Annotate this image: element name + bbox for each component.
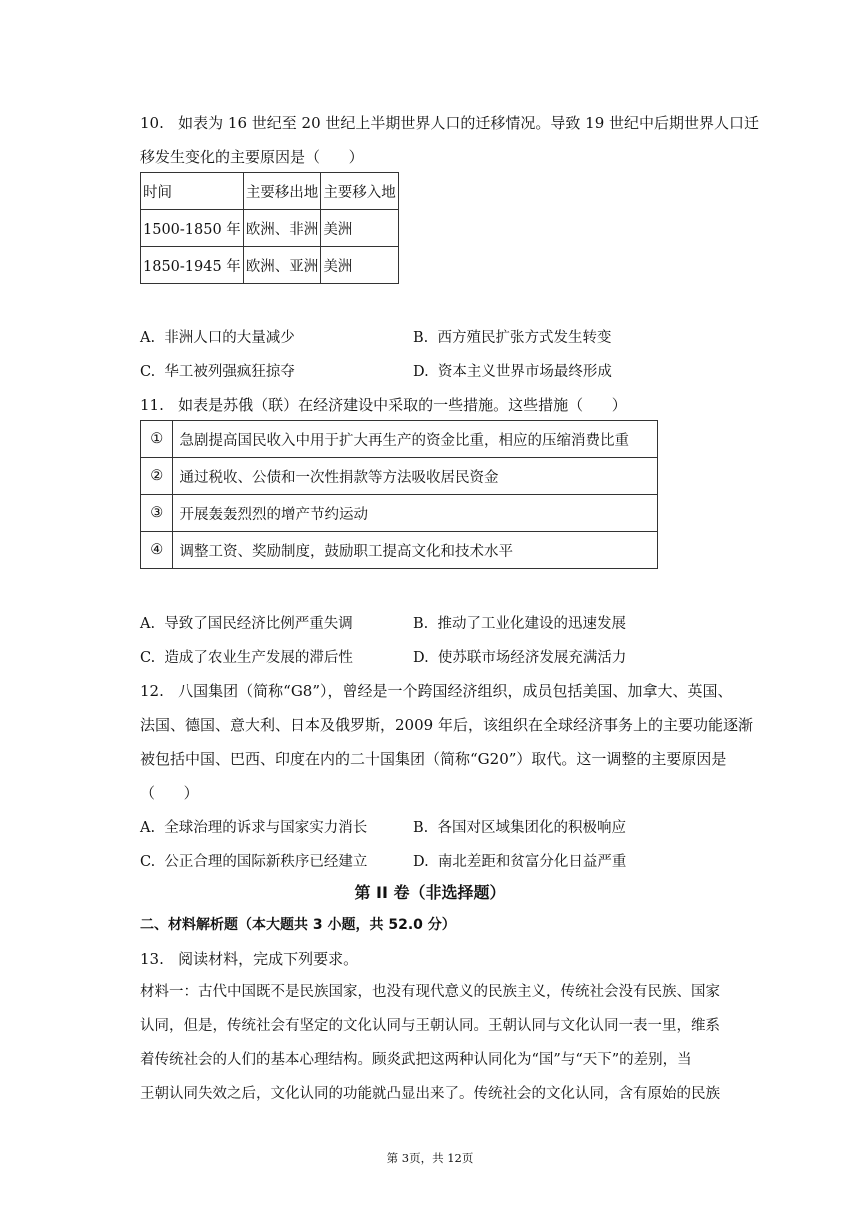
table-cell: 欧洲、亚洲 — [243, 247, 321, 284]
q10-stem-line1: 10. 如表为 16 世纪至 20 世纪上半期世界人口的迁移情况。导致 19 世纪中后期世界人口迁 — [140, 114, 760, 132]
table-cell: 1500-1850 年 — [141, 210, 244, 247]
table-cell: 通过税收、公债和一次性捐款等方法吸收居民资金 — [173, 458, 658, 495]
q13-stem-line1: 13. 阅读材料，完成下列要求。 — [140, 950, 359, 968]
q11-table — [140, 420, 658, 569]
table-row — [141, 210, 399, 247]
q10-table — [140, 172, 399, 284]
q12-stem-line2: 法国、德国、意大利、日本及俄罗斯，2009 年后，该组织在全球经济事务上的主要功能逐渐 — [140, 716, 753, 734]
table-cell: 1850-1945 年 — [141, 247, 244, 284]
q10-option-a[interactable]: A. 非洲人口的大量减少 — [140, 330, 295, 346]
q13-material-line3: 着传统社会的人们的基本心理结构。顾炎武把这两种认同化为“国”与“天下”的差别，当 — [140, 1052, 692, 1068]
table-row — [141, 532, 658, 569]
table-row — [141, 421, 658, 458]
q11-option-c[interactable]: C. 造成了农业生产发展的滞后性 — [140, 650, 353, 666]
table-cell: 开展轰轰烈烈的增产节约运动 — [173, 495, 658, 532]
q12-option-c[interactable]: C. 公正合理的国际新秩序已经建立 — [140, 854, 368, 870]
q12-option-a[interactable]: A. 全球治理的诉求与国家实力消长 — [140, 820, 368, 836]
q11-stem-line1: 11. 如表是苏俄（联）在经济建设中采取的一些措施。这些措施（ ） — [140, 396, 627, 414]
table-row — [141, 495, 658, 532]
q13-material-line1: 材料一：古代中国既不是民族国家，也没有现代意义的民族主义，传统社会没有民族、国家 — [140, 984, 720, 1000]
table-cell-number: ② — [141, 458, 173, 495]
table-cell: 调整工资、奖励制度，鼓励职工提高文化和技术水平 — [173, 532, 658, 569]
q10-option-b[interactable]: B. 西方殖民扩张方式发生转变 — [413, 330, 612, 346]
table-cell-number: ③ — [141, 495, 173, 532]
table-cell: 美洲 — [321, 247, 399, 284]
page-footer: 第 3页，共 12页 — [386, 1151, 474, 1165]
table-header-row — [141, 173, 399, 210]
q13-material-line2: 认同，但是，传统社会有坚定的文化认同与王朝认同。王朝认同与文化认同一表一里，维系 — [140, 1018, 720, 1034]
q12-stem-line4: （ ） — [140, 784, 199, 802]
table-cell: 美洲 — [321, 210, 399, 247]
q12-option-d[interactable]: D. 南北差距和贫富分化日益严重 — [413, 854, 627, 870]
q10-stem-line2: 移发生变化的主要原因是（ ） — [140, 148, 364, 166]
table-row — [141, 247, 399, 284]
table-header-cell: 主要移出地 — [243, 173, 321, 210]
section2-title: 二、材料解析题（本大题共 3 小题，共 52.0 分） — [140, 917, 456, 933]
table-cell-number: ④ — [141, 532, 173, 569]
q11-option-d[interactable]: D. 使苏联市场经济发展充满活力 — [413, 650, 627, 666]
q13-material-line4: 王朝认同失效之后，文化认同的功能就凸显出来了。传统社会的文化认同，含有原始的民族 — [140, 1086, 720, 1102]
table-header-cell: 主要移入地 — [321, 173, 399, 210]
q10-option-d[interactable]: D. 资本主义世界市场最终形成 — [413, 364, 612, 380]
q12-stem-line1: 12. 八国集团（简称“G8”），曾经是一个跨国经济组织，成员包括美国、加拿大、英国、 — [140, 682, 733, 700]
table-cell: 急剧提高国民收入中用于扩大再生产的资金比重，相应的压缩消费比重 — [173, 421, 658, 458]
q11-option-a[interactable]: A. 导致了国民经济比例严重失调 — [140, 616, 353, 632]
q10-option-c[interactable]: C. 华工被列强疯狂掠夺 — [140, 364, 295, 380]
part2-title: 第 II 卷（非选择题） — [354, 883, 506, 902]
table-cell: 欧洲、非洲 — [243, 210, 321, 247]
table-header-cell: 时间 — [141, 173, 244, 210]
q12-option-b[interactable]: B. 各国对区域集团化的积极响应 — [413, 820, 626, 836]
q12-stem-line3: 被包括中国、巴西、印度在内的二十国集团（简称“G20”）取代。这一调整的主要原因是 — [140, 750, 727, 768]
table-row — [141, 458, 658, 495]
table-cell-number: ① — [141, 421, 173, 458]
q11-option-b[interactable]: B. 推动了工业化建设的迅速发展 — [413, 616, 626, 632]
